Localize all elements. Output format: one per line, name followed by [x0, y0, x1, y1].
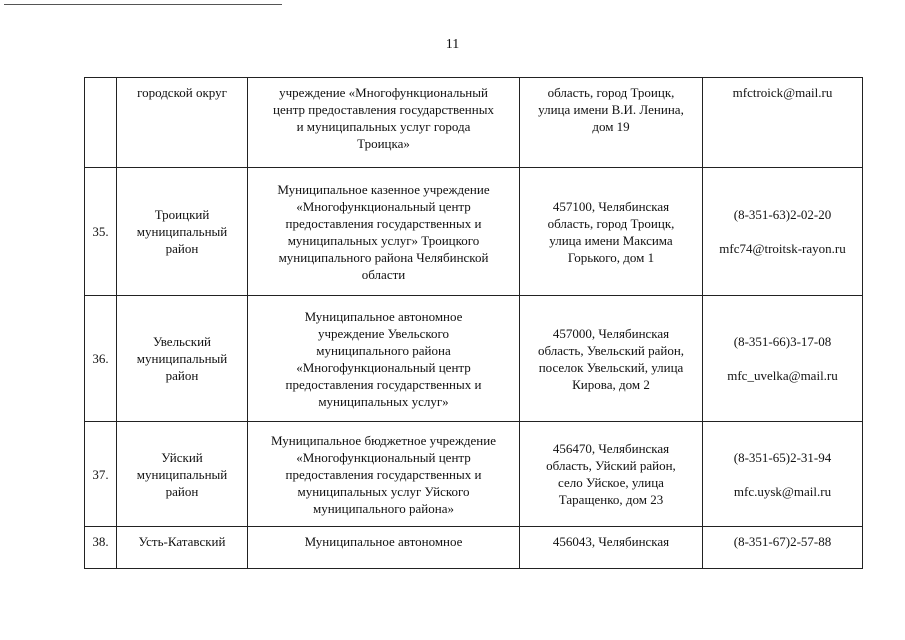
- district-name-line: муниципальный: [136, 351, 228, 366]
- institution-name-line: области: [361, 266, 406, 282]
- phone-number: (8-351-66)3-17-08: [733, 334, 832, 349]
- institution-name: [248, 296, 520, 422]
- address-line: область, Увельский район,: [537, 342, 685, 358]
- contacts: [703, 527, 863, 569]
- address: [520, 296, 703, 422]
- institution-name-line: учреждение Увельского: [317, 325, 450, 341]
- institution-name-line: муниципальных услуг» Троицкого: [287, 232, 480, 248]
- institution-name-line: учреждение «Многофункциональный: [279, 85, 488, 100]
- row-number: [85, 168, 117, 296]
- address-line: 457000, Челябинская: [552, 325, 670, 341]
- contacts: [703, 422, 863, 527]
- table-row: [85, 168, 863, 296]
- institution-name-line: Троицка»: [357, 136, 410, 151]
- district-name-line: Усть-Катавский: [138, 534, 226, 549]
- institution-name-line: «Многофункциональный центр: [296, 198, 471, 214]
- address-line: область, город Троицк,: [547, 215, 675, 231]
- table-row: [85, 422, 863, 527]
- row-number-line: 38.: [92, 534, 109, 549]
- contacts: [703, 296, 863, 422]
- spacer: [706, 350, 859, 367]
- address-line: улица имени Максима: [549, 232, 673, 248]
- institution-name-line: муниципального района Челябинской: [278, 249, 489, 265]
- district-name-line: Увельский: [153, 334, 211, 349]
- district-name-line: район: [165, 368, 199, 383]
- institution-name-line: и муниципальных услуг города: [296, 119, 471, 134]
- address: [520, 527, 703, 569]
- phone-number: (8-351-63)2-02-20: [733, 207, 832, 222]
- contacts: [703, 78, 863, 168]
- address-line: 456470, Челябинская: [552, 441, 670, 456]
- institution-name-line: муниципального района»: [313, 500, 454, 516]
- table-row: [85, 296, 863, 422]
- address-line: улица имени В.И. Ленина,: [538, 102, 684, 117]
- email-address: mfctroick@mail.ru: [732, 85, 833, 100]
- table-row: [85, 527, 863, 569]
- institution-name-line: муниципальных услуг»: [318, 393, 449, 409]
- address-line: область, город Троицк,: [547, 85, 675, 100]
- address-line: дом 19: [592, 119, 630, 134]
- institution-name-line: Муниципальное автономное: [304, 534, 463, 549]
- district-name: [117, 422, 248, 527]
- contacts: [703, 168, 863, 296]
- district-name-line: район: [165, 483, 199, 499]
- row-number: [85, 78, 117, 168]
- institution-name-line: предоставления государственных и: [285, 376, 482, 392]
- institution-name-line: предоставления государственных и: [285, 466, 482, 482]
- institution-name-line: Муниципальное бюджетное учреждение: [271, 432, 496, 448]
- row-number: [85, 296, 117, 422]
- institution-name-line: «Многофункциональный центр: [296, 449, 471, 465]
- district-name-line: муниципальный: [136, 224, 228, 239]
- district-name-line: Уйский: [161, 449, 203, 465]
- institution-name-line: Муниципальное казенное учреждение: [277, 181, 490, 197]
- institution-name-line: Муниципальное автономное: [304, 308, 463, 324]
- header-rule: [4, 4, 282, 5]
- mfc-directory-table: [84, 77, 863, 569]
- institution-name-line: центр предоставления государственных: [273, 102, 494, 117]
- address-line: Горького, дом 1: [567, 249, 655, 265]
- address: [520, 168, 703, 296]
- email-address: mfc74@troitsk-rayon.ru: [719, 241, 846, 256]
- address-line: поселок Увельский, улица: [538, 359, 684, 375]
- district-name: [117, 527, 248, 569]
- district-name-line: Троицкий: [154, 207, 210, 222]
- page-number: 11: [445, 37, 460, 52]
- district-name-line: городской округ: [137, 85, 227, 100]
- institution-name-line: «Многофункциональный центр: [296, 359, 471, 375]
- row-number: [85, 527, 117, 569]
- email-address: mfc_uvelka@mail.ru: [727, 368, 838, 383]
- row-number-line: 35.: [92, 224, 109, 239]
- address-line: область, Уйский район,: [546, 458, 676, 473]
- spacer: [706, 223, 859, 240]
- address-line: Кирова, дом 2: [572, 376, 650, 392]
- district-name: [117, 78, 248, 168]
- address-line: 457100, Челябинская: [552, 198, 670, 214]
- institution-name: [248, 527, 520, 569]
- institution-name-line: муниципального района: [316, 342, 451, 358]
- institution-name-line: муниципальных услуг Уйского: [297, 483, 470, 499]
- address-line: 456043, Челябинская: [552, 534, 670, 549]
- row-number-line: 37.: [92, 466, 109, 482]
- address: [520, 422, 703, 527]
- institution-name: [248, 78, 520, 168]
- table-row: [85, 78, 863, 168]
- phone-number: (8-351-65)2-31-94: [733, 449, 832, 465]
- district-name: [117, 168, 248, 296]
- phone-number: (8-351-67)2-57-88: [733, 534, 832, 549]
- email-address: mfc.uysk@mail.ru: [733, 483, 832, 499]
- row-number-line: 36.: [92, 351, 109, 366]
- institution-name: [248, 168, 520, 296]
- address: [520, 78, 703, 168]
- row-number: [85, 422, 117, 527]
- institution-name-line: предоставления государственных и: [285, 215, 482, 231]
- district-name: [117, 296, 248, 422]
- address-line: село Уйское, улица: [558, 475, 664, 490]
- district-name-line: район: [165, 241, 199, 256]
- spacer: [706, 466, 859, 483]
- district-name-line: муниципальный: [136, 466, 228, 482]
- institution-name: [248, 422, 520, 527]
- address-line: Таращенко, дом 23: [558, 492, 664, 507]
